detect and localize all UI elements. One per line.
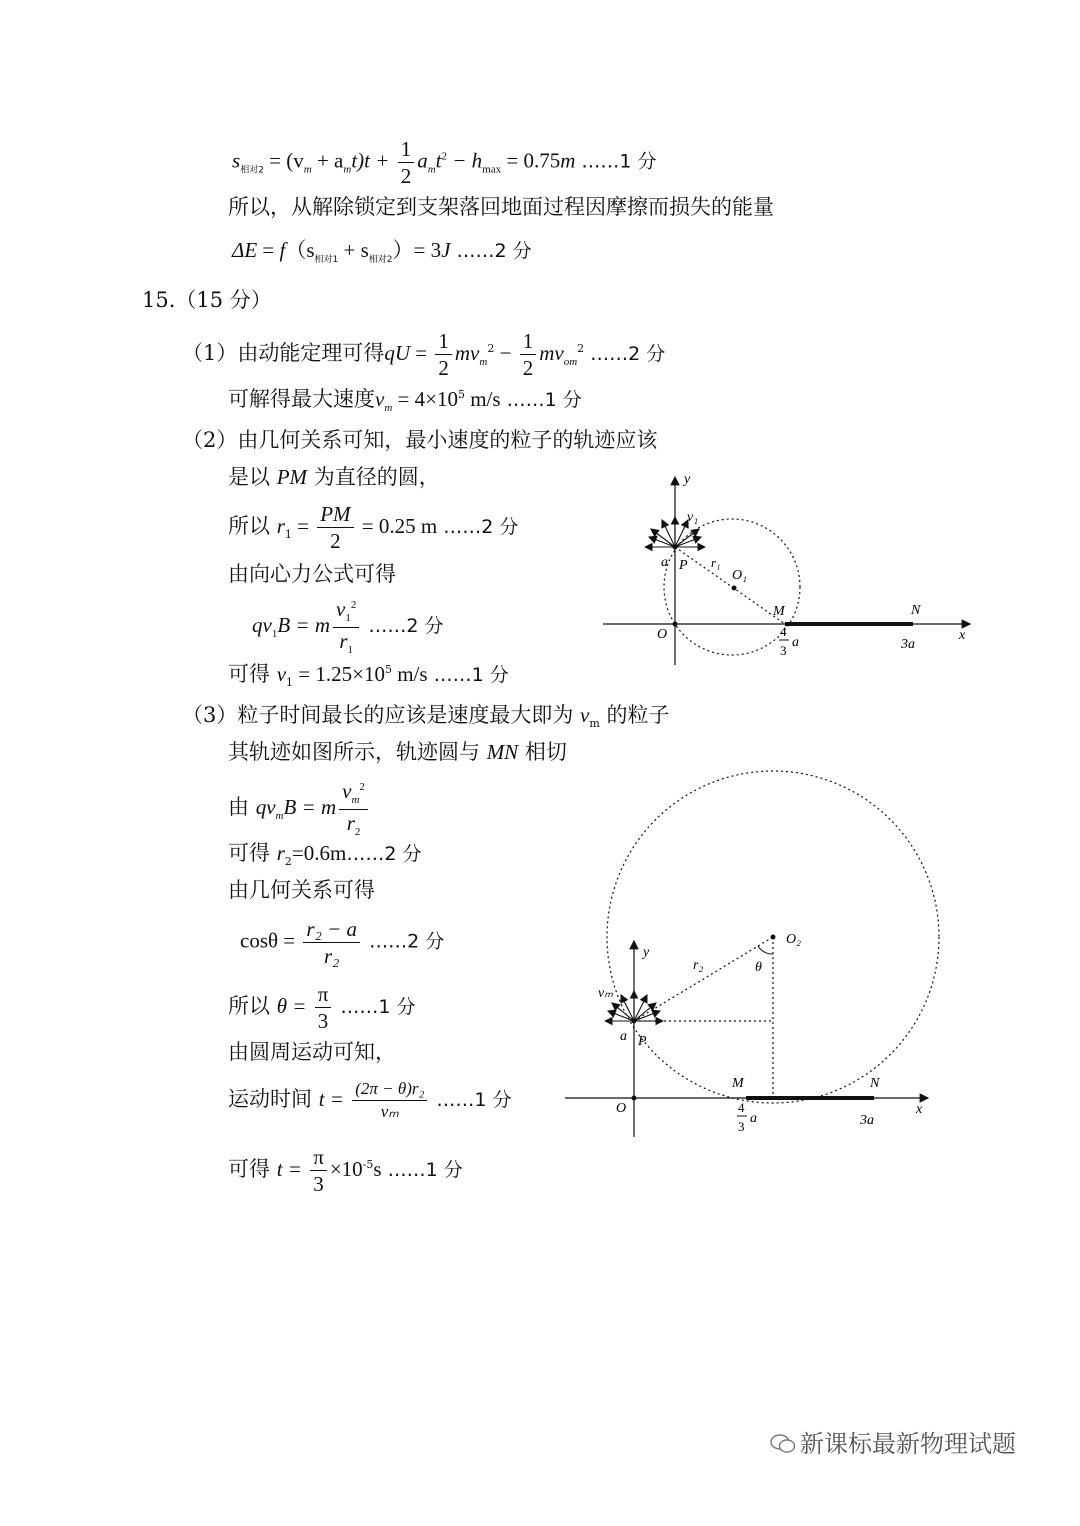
part-3-circ-label: 由圆周运动可知， [228, 1040, 396, 1064]
score: ……2 分 [450, 240, 532, 262]
p-label: P [638, 1034, 647, 1049]
origin-dot [673, 622, 678, 627]
a-label: a [661, 555, 668, 570]
text: 为直径的圆， [307, 465, 440, 489]
eq-term: t = [276, 1157, 308, 1182]
eq-term: B = m [277, 613, 330, 638]
eq-term: s [232, 148, 241, 173]
eq-term: （s [285, 238, 315, 262]
part-3-force-eq [228, 780, 371, 838]
eq-s-relative-2 [232, 138, 657, 187]
eq-term: ）= 3 [392, 238, 442, 262]
a-label: a [620, 1029, 627, 1044]
y-axis-label: y [643, 945, 650, 960]
eq-term: v [342, 779, 352, 803]
fraction-den: 3 [317, 1009, 329, 1034]
fraction-den: vₘ [380, 1101, 399, 1121]
eq-term: MN [486, 740, 519, 764]
eq-term: = [410, 341, 433, 366]
score: ……2 分 [437, 516, 519, 539]
vm-label: vₘ [598, 986, 613, 1001]
eq-term: s [373, 1157, 382, 1182]
eq-sub: 2 [354, 825, 361, 838]
eq-sub: m [384, 402, 393, 415]
eq-sub: m [589, 717, 600, 731]
fraction [315, 983, 332, 1032]
score: ……1 分 [575, 150, 657, 173]
eq-term: cosθ = [240, 928, 301, 953]
text: 的粒子 [599, 703, 670, 727]
fraction-num: 1 [398, 138, 415, 163]
eq-term: qv [255, 795, 276, 820]
part-3-r2 [228, 843, 421, 867]
part-2-label: （2）由几何关系可知，最小速度的粒子的轨迹应该 [182, 428, 658, 452]
eq-sup: 2 [487, 342, 495, 356]
watermark [770, 1424, 1016, 1459]
eq-term: = 0.75 [501, 148, 561, 173]
eq-sup: 2 [350, 599, 357, 611]
frac-num-label: 4 [738, 1100, 745, 1115]
fraction-num: π [310, 1146, 327, 1171]
o-label: O [657, 627, 668, 642]
eq-term: − [494, 341, 517, 366]
eq-term: B = m [283, 795, 337, 820]
label: 可解得最大速度 [228, 387, 375, 411]
part-2-v1 [228, 664, 509, 688]
o-label: O [616, 1101, 627, 1116]
eq-sub: 相对2 [240, 165, 264, 176]
eq-term: = 1.25×10 [293, 662, 385, 686]
p-label: P [679, 558, 688, 573]
frac-num-label: 4 [780, 624, 787, 639]
fraction-num: PM [317, 503, 353, 528]
part-3-line2 [228, 742, 567, 763]
x-axis-label: x [959, 628, 966, 643]
eq-term: = (v [263, 148, 304, 173]
r1-label: r₁ [711, 555, 721, 570]
score: ……2 分 [363, 930, 445, 953]
eq-term: r [339, 628, 348, 653]
y-axis-label: y [684, 472, 691, 487]
eq-term: + s [338, 238, 369, 262]
eq-term: t)t + [351, 148, 395, 173]
part-2-cent-eq [252, 598, 444, 656]
part-2-line2 [228, 467, 440, 488]
eq-sub: m [303, 163, 312, 176]
eq-sub: m [343, 163, 352, 176]
eq-term: v [375, 387, 385, 411]
score: ……1 分 [427, 664, 509, 686]
eq-sub: 相对2 [368, 255, 393, 266]
text: 可得 [228, 1157, 277, 1182]
fraction-num [333, 598, 359, 628]
part-3-geo-label: 由几何关系可得 [228, 878, 375, 902]
eq-term: + a [311, 148, 344, 173]
text: 其轨迹如图所示，轨迹圆与 [228, 740, 487, 764]
fraction-num: r₂ − a [303, 918, 360, 943]
eq-sub: om [563, 356, 578, 369]
text: 运动时间 [228, 1086, 319, 1111]
fraction-num [339, 780, 368, 810]
v1-label: v₁ [687, 510, 699, 525]
eq-sup: -5 [362, 1158, 374, 1172]
fraction-num: 1 [520, 330, 537, 355]
x-axis-label: x [916, 1102, 923, 1117]
text: 所以 [228, 994, 277, 1019]
eq-sub: m [351, 794, 360, 807]
velocity-arrows [605, 991, 663, 1021]
eq-term: ΔE [232, 238, 258, 262]
three-a-label: 3a [901, 637, 915, 652]
text: （3）粒子时间最长的应该是速度最大即为 [182, 703, 581, 727]
eq-term: f [279, 238, 286, 262]
fraction [339, 780, 368, 838]
eq-energy-loss [232, 240, 532, 265]
text: 可得 [228, 841, 277, 865]
part-label: （1）由动能定理可得 [182, 341, 385, 366]
eq-term: r [276, 514, 285, 539]
eq-term: v [580, 703, 590, 727]
eq-term: = 4×10 [392, 387, 458, 411]
question-header: 15.（15 分） [142, 288, 272, 312]
fraction-den [333, 628, 359, 657]
eq-term: = 0.25 m [356, 514, 438, 539]
center-dot [771, 935, 776, 940]
fraction-den [339, 810, 368, 839]
eq-term: r [276, 841, 285, 865]
score: ……1 分 [500, 389, 582, 411]
eq-sub: 2 [284, 855, 292, 869]
eq-sub: m [479, 356, 488, 369]
fraction-num: (2π − θ)r₂ [352, 1080, 427, 1101]
r2-label: r₂ [693, 958, 704, 973]
part-2-r1 [228, 503, 518, 552]
origin-dot [632, 1096, 637, 1101]
eq-term: J [441, 238, 451, 262]
fraction [435, 330, 452, 379]
figure-2-trajectory [560, 765, 940, 1145]
theta-arc [758, 946, 773, 954]
frac-a-label: a [792, 635, 799, 650]
eq-sub: 1 [271, 628, 278, 641]
fraction-den: r₂ [323, 944, 340, 969]
eq-term: PM [276, 465, 308, 489]
fraction [398, 138, 415, 187]
n-label: N [870, 1076, 880, 1091]
eq-term: =0.6m [291, 841, 347, 865]
part-3-label [182, 705, 670, 729]
text: 由 [228, 795, 256, 820]
eq-term: θ = [276, 994, 312, 1019]
paragraph: 所以，从解除锁定到支架落回地面过程因摩擦而损失的能量 [228, 195, 774, 219]
text: 可得 [228, 662, 277, 686]
frac-den-label: 3 [780, 643, 787, 658]
fraction [310, 1146, 327, 1195]
frac-a-label: a [750, 1111, 757, 1126]
part-3-cos-eq [240, 918, 444, 967]
score: ……1 分 [430, 1088, 512, 1111]
fraction [303, 918, 360, 967]
part-1-result [228, 389, 582, 414]
eq-sub: 1 [347, 643, 353, 656]
eq-term: a [417, 148, 428, 173]
eq-term: m [560, 148, 576, 173]
part-3-time-eq [228, 1080, 512, 1121]
eq-term: − h [446, 148, 483, 173]
theta-label: θ [755, 960, 762, 975]
fraction [317, 503, 353, 552]
eq-term: qU [384, 341, 411, 366]
eq-sub: 1 [345, 612, 351, 625]
figure-1-trajectory [595, 465, 985, 675]
fraction-den: 2 [330, 529, 341, 554]
eq-sup: 5 [457, 388, 465, 401]
part-3-theta [228, 983, 415, 1032]
m-label: M [773, 604, 785, 619]
eq-term: r [346, 810, 355, 835]
fraction [333, 598, 359, 656]
fraction-den: 2 [400, 164, 412, 189]
eq-sub: m [275, 810, 284, 823]
eq-term: m/s [391, 662, 428, 686]
watermark-text: 新课标最新物理试题 [800, 1430, 1016, 1458]
eq-sub: 1 [286, 676, 294, 690]
eq-term: mv [454, 341, 480, 366]
eq-sub: max [482, 163, 502, 176]
frac-den-label: 3 [738, 1119, 745, 1134]
fraction-den: 3 [313, 1172, 324, 1197]
part-3-time-value [228, 1146, 463, 1195]
part-2-cent-label: 由向心力公式可得 [228, 562, 396, 586]
fraction [520, 330, 537, 379]
eq-sup: 2 [441, 150, 447, 163]
score: ……2 分 [346, 843, 422, 865]
eq-term: = [257, 238, 280, 262]
part-1-equation [182, 330, 665, 379]
three-a-label: 3a [860, 1113, 874, 1128]
n-label: N [911, 603, 921, 618]
eq-term: = [291, 514, 315, 539]
eq-term: m/s [464, 387, 501, 411]
eq-term: t [435, 148, 442, 173]
fraction [352, 1080, 427, 1121]
score: ……1 分 [381, 1159, 463, 1182]
text: 相切 [518, 740, 567, 764]
fraction-den: 2 [438, 356, 449, 381]
center-dot [732, 586, 737, 591]
eq-sup: 2 [577, 342, 585, 356]
score: ……1 分 [334, 996, 416, 1019]
eq-sup: 5 [384, 663, 392, 676]
eq-term: v [276, 662, 287, 686]
radius-line [634, 937, 773, 1021]
score: ……2 分 [362, 615, 444, 638]
eq-term: mv [539, 341, 564, 366]
eq-sub: m [427, 163, 436, 176]
eq-sub: 1 [284, 528, 292, 542]
eq-sup: 2 [359, 781, 365, 793]
eq-sub: 相对1 [314, 255, 339, 266]
m-label: M [732, 1076, 744, 1091]
score: ……2 分 [584, 343, 666, 366]
text: 是以 [228, 465, 277, 489]
fraction-num: π [315, 983, 332, 1008]
o2-label: O₂ [786, 932, 801, 947]
wechat-icon [770, 1432, 796, 1452]
fraction-den: 2 [522, 356, 534, 381]
eq-term: v [336, 597, 346, 621]
text: 所以 [228, 514, 277, 539]
eq-term: t = [318, 1086, 350, 1111]
o1-label: O₁ [732, 568, 747, 583]
eq-term: qv [252, 613, 272, 638]
fraction-num: 1 [435, 330, 452, 355]
eq-term: ×10 [329, 1157, 363, 1182]
radius-line [675, 547, 785, 624]
